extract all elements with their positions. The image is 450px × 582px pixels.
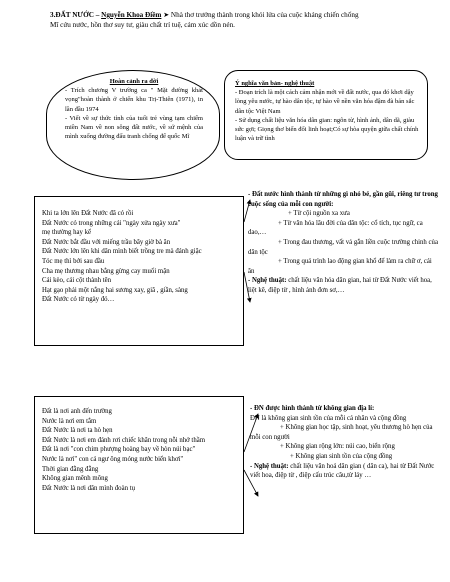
meaning-paragraph-1: - Đoạn trích là một cách cảm nhận mới về đất nước, qua đó khơi dậy lòng yêu nước, tự hào dân tộc, tự hào về nền văn hóa đậm đà bản sắc dân tộc Việt Nam [235,89,415,115]
poem1-line: Đất Nước lớn lên khi dân mình biết trồng tre mà đánh giặc [42,248,202,256]
poem1-line: mẹ thường hay kể [42,229,91,237]
arrow-to-analysis1-bottom [244,272,250,302]
poem1-line: Tóc mẹ thì bới sau đầu [42,257,105,265]
analysis1-item: + Từ cội nguồn xa xưa [288,210,350,218]
analysis1-item: + Trong quá trình lao động gian khổ để làm ra chữ ơ, cái ăn [248,258,432,275]
poem1-line: Hạt gạo phải một nắng hai sương xay, giã , giần, sàng [42,286,188,294]
poem2-line: Đất là nơi "con chim phượng hoàng bay về hòn núi bạc" [42,446,196,454]
analysis2-intro: ĐN là không gian sinh tồn của mỗi cá nhân và cộng đồng [250,414,407,422]
meaning-paragraph-2: - Sử dụng chất liệu văn hóa dân gian: ngôn từ, hình ảnh, dân dã, giàu sức gợi; Giọng thơ biến đổi linh hoạt;Có sự hòa quyện giữa chất chính luận và trữ tình [235,116,419,143]
poem1-line: Đất Nước bắt đầu với miếng trầu bây giờ bà ăn [42,238,171,246]
poem-title: ĐẤT NƯỚC [55,11,94,19]
author-name: Nguyễn Khoa Điềm [101,11,162,19]
analysis1-art-text: chất liệu văn hóa dân gian, hai từ Đất Nước viết hoa, liệt kê, điệp từ , hình ảnh đơn sơ,… [248,277,432,294]
analysis2-heading: - ĐN được hình thành từ không gian địa lí: [250,405,375,412]
poem2-line: Nước là nơi em tắm [42,417,97,425]
analysis2-item: + Không gian sinh tồn của cộng đồng [290,452,393,460]
title-dash: – [93,11,102,19]
meaning-title: Ý nghĩa văn bản- nghệ thuật [235,80,315,87]
analysis1-art-label: - Nghệ thuật: [248,277,287,285]
context-paragraph-1: - Trích chương V trường ca " Mặt đường khát vọng"hoàn thành ở chiến khu Trị-Thiên (1971), in lần đầu 1974 [65,87,203,113]
arrow-icon: ➤ [163,11,170,19]
poem2-line: Đất Nước là nơi em đánh rơi chiếc khăn trong nỗi nhớ thầm [42,436,206,444]
poem1-line: Đất Nước có từ ngày đó… [42,296,115,304]
analysis1-item: + Trong đau thương, vất vả gắn liền cuộc trường chinh của dân tộc [248,238,438,256]
analysis2-item: + Không gian học tập, sinh hoạt, yêu thương hò hẹn của mỗi con người [250,424,433,441]
arrow-to-analysis2-top [244,414,258,452]
poem2-line: Nước là nơi" con cá ngư ông móng nước biển khơi" [42,455,184,463]
poem1-line: Khi ta lớn lên Đất Nước đã có rồi [42,210,134,217]
author-intro-line2: Mĩ cứu nước, hồn thơ suy tư, giàu chất trí tuệ, cảm xúc dồn nén. [50,21,235,29]
poem2-line: Đất là nơi anh đến trường [42,408,112,415]
context-title: Hoàn cảnh ra đời [109,78,159,85]
poem1-line: Đất Nước có trong những cái "ngày xửa ngày xưa" [42,219,181,227]
section-number: 3. [50,11,56,19]
poem1-line: Cái kèo, cái cột thành tên [42,277,112,285]
analysis1-item: + Từ văn hóa lâu đời của dân tộc: cổ tích, tục ngữ, ca dao,… [248,219,423,237]
author-intro-line1: Nhà thơ trưởng thành trong khói lửa của cuộc kháng chiến chống [169,11,359,19]
analysis2-item: + Không gian rộng lớn: núi cao, biển rộng [280,443,395,451]
analysis2-art-text: chất liệu văn hoá dân gian ( dân ca), hai từ Đất Nước viết hoa, điệp từ , điệp cấu trúc câu,từ láy … [250,462,435,480]
poem2-line: Thời gian đằng đẵng [42,465,99,473]
analysis2-art-label: - Nghệ thuật: [250,462,289,470]
poem2-line: Không gian mênh mông [42,475,108,483]
poem1-line: Cha mẹ thương nhau bằng gừng cay muối mặn [42,267,170,275]
poem2-line: Đất Nước là nơi ta hò hẹn [42,427,113,435]
context-paragraph-2: - Viết về sự thức tỉnh của tuổi trẻ vùng tạm chiếm miền Nam về non sông đất nước, về sứ mệnh của mình xuống đường đấu tranh chống đế quốc Mĩ [65,114,203,141]
arrow-to-analysis2-bottom [244,470,258,496]
analysis1-heading: - Đất nước hình thành từ những gì nhỏ bé, gần gũi, riêng tư trong cuộc sống của mỗi con người: [248,191,438,208]
arrow-to-analysis1-top [244,200,250,222]
poem2-line: Đất Nước là nơi dân mình đoàn tụ [42,484,135,492]
